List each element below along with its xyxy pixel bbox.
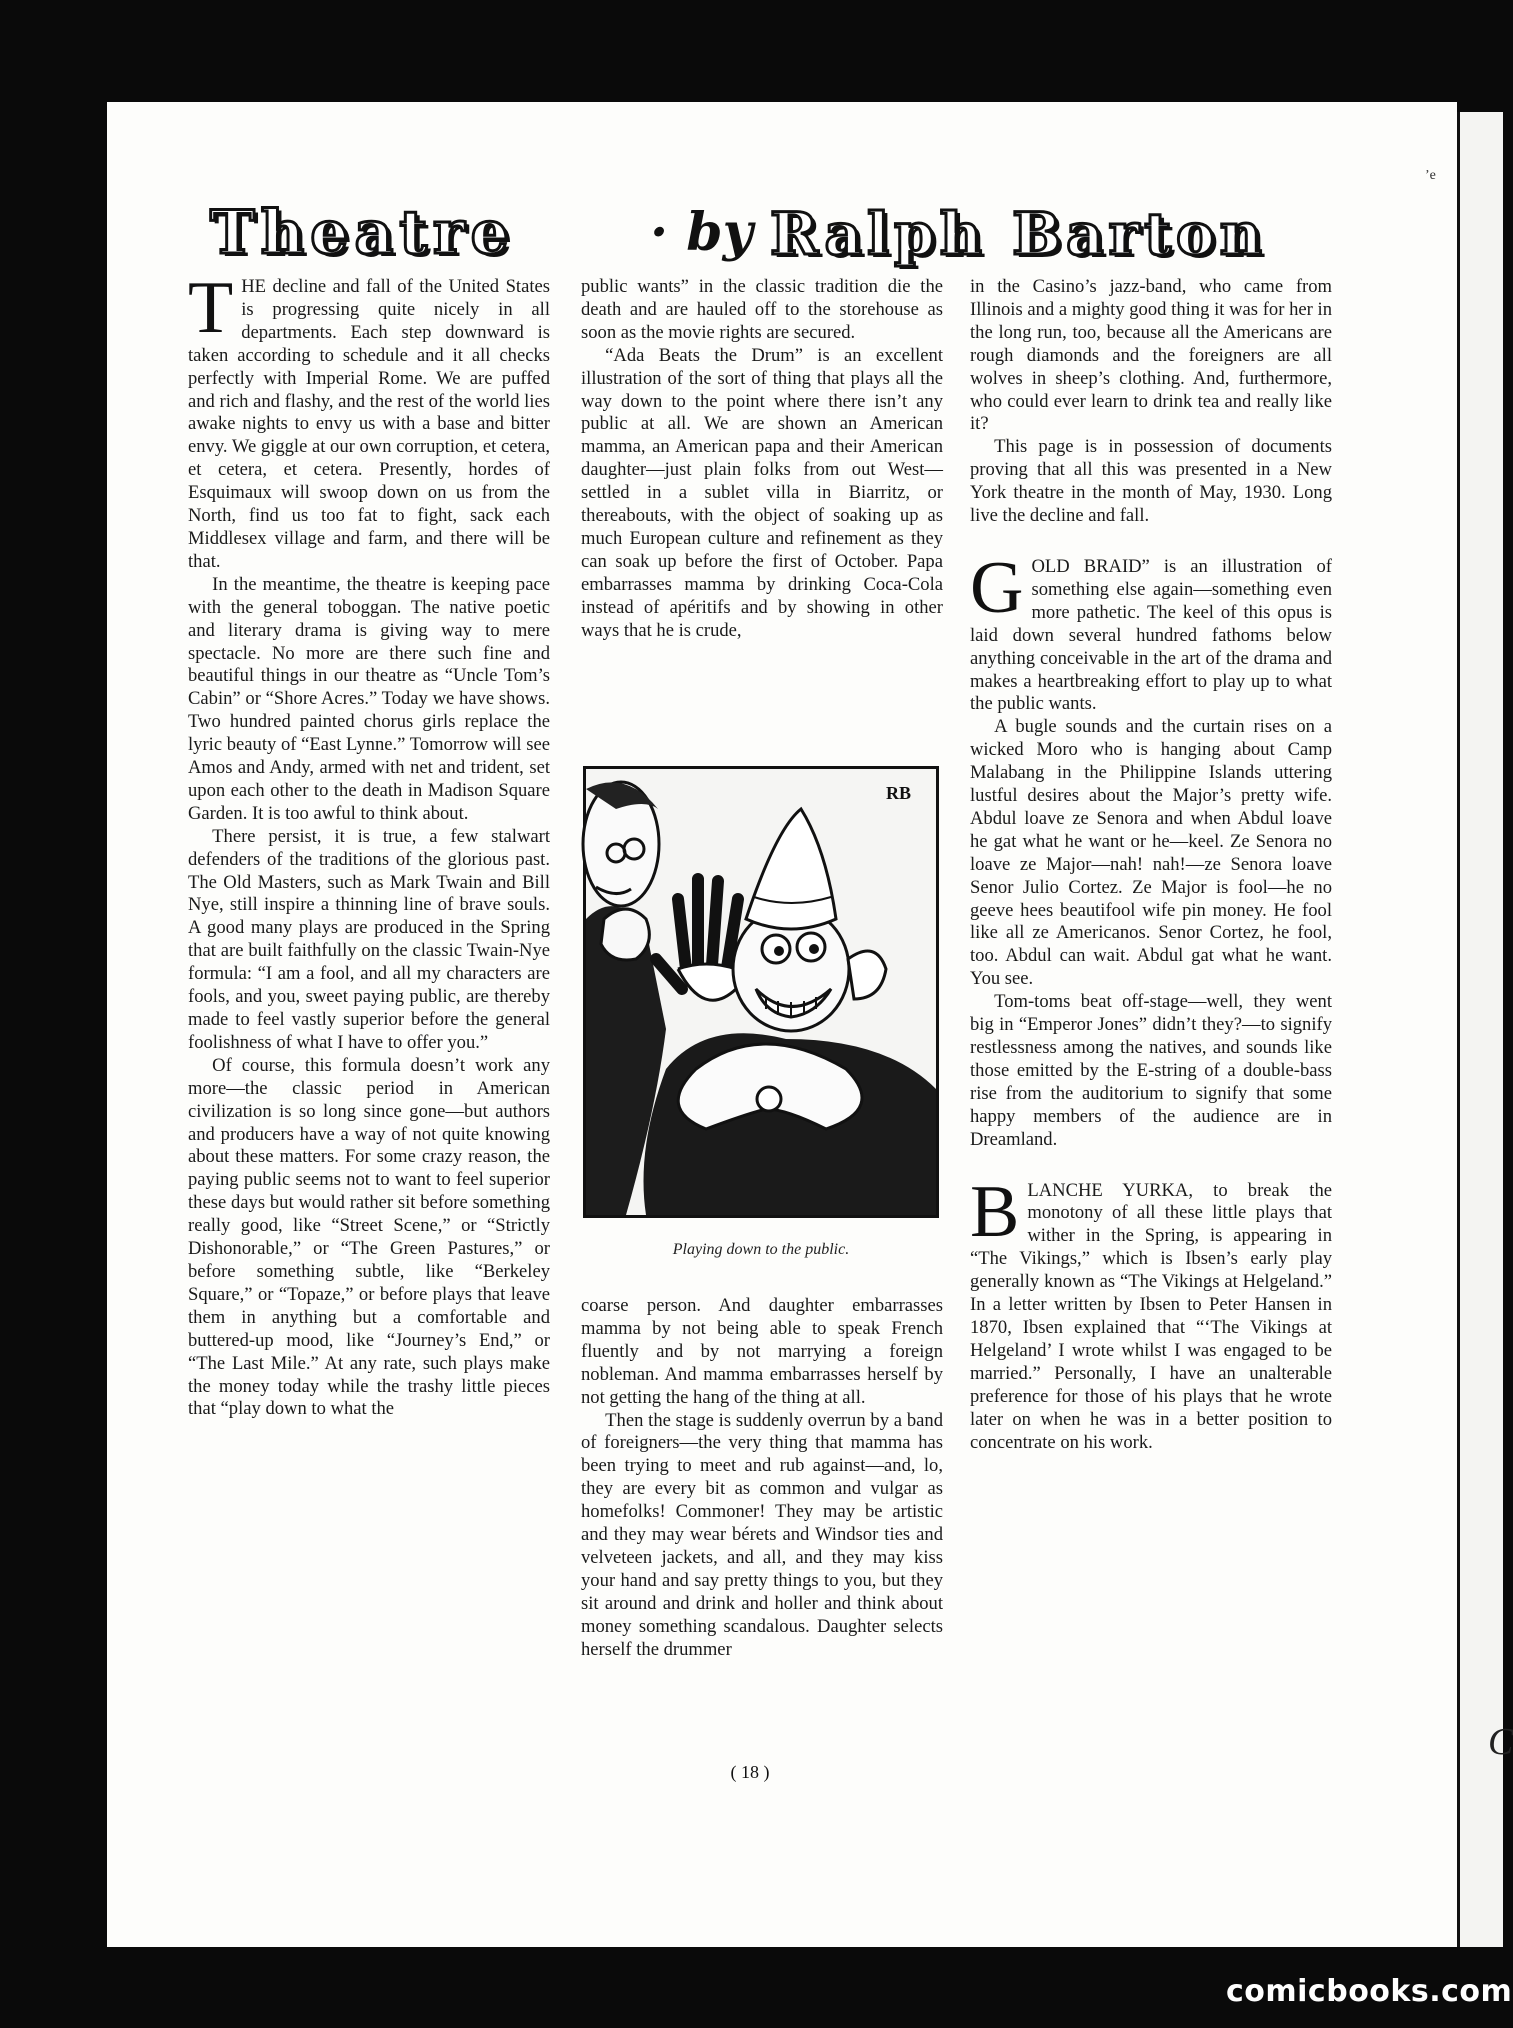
paragraph-text: OLD BRAID” is an illustration of something else again—something even more pathetic. The keel of this opus is laid down several hundred fathoms below anything conceivable in the art of the drama and makes a heartbreaking effort to play up to what the public wants. xyxy=(970,555,1332,715)
drop-cap: G xyxy=(970,546,1024,629)
paragraph xyxy=(970,1170,1332,1455)
byline-by: · by xyxy=(650,202,753,263)
paragraph-text: HE decline and fall of the United States is progressing quite nicely in all departments. Each step downward is taken according to schedule and it all checks perfectly with Imperial Rome. We are puffed and rich and flashy, and the rest of the world lies awake nights to envy us with a base and bitter envy. We giggle at our own corruption, et cetera, et cetera, et cetera. Presently, hordes of Esquimaux will swoop down on us from the North, find us too fat to fight, sack each Middlesex village and farm, and there will be that. xyxy=(188,276,550,572)
paragraph xyxy=(581,1410,943,1662)
column-2-bottom xyxy=(581,1295,943,1662)
paragraph xyxy=(188,1055,550,1422)
paragraph-text: Tom-toms beat off-stage—well, they went big in “Emperor Jones” didn’t they?—to signify restlessness among the natives, and sounds like those emitted by the E-string of a double-bass rise from the auditorium to signify that some happy members of the audience are in Dreamland. xyxy=(970,991,1332,1150)
column-3 xyxy=(970,276,1332,1454)
paragraph-text: Of course, this formula doesn’t work any more—the classic period in American civilization is so long since gone—but authors and producers have a way of not quite knowing about these matters. For some crazy reason, the paying public seems not to want to feel superior these days but would rather sit before something really good, like “Street Scene,” or “Strictly Dishonorable,” or “The Green Pastures,” or before something subtle, like “Berkeley Square,” or “Topaze,” or before plays that leave them in anything but a comfortable and buttered-up mood, like “Journey’s End,” or “The Last Mile.” At any rate, such plays make the money today while the trashy little pieces that “play down to what the xyxy=(188,1054,550,1420)
paragraph xyxy=(970,276,1332,436)
paragraph-text: coarse person. And daughter embarrasses mamma by not being able to speak French fluently and by not marrying a foreign nobleman. And mamma embarrasses herself by not getting the hang of the thing at all. xyxy=(581,1295,943,1408)
drop-cap: T xyxy=(188,267,234,349)
paragraph xyxy=(581,345,943,643)
paragraph-text: This page is in possession of documents proving that all this was presented in a New York theatre in the month of May, 1930. Long live the decline and fall. xyxy=(970,436,1332,527)
next-page-letter: C xyxy=(1488,1721,1513,1763)
paragraph-text: A bugle sounds and the curtain rises on a wicked Moro who is hanging about Camp Malabang in the Philippine Islands uttering lustful desires about the Major’s pretty wife. Abdul loave ze Senora and when Abdul loave he gat what he want or he—keel. Ze Senora no loave ze Major—nah! nah!—ze Senora loave Senor Julio Cortez. Ze Major is fool—he no geeve hees beautifool wife pin money. He fool like all ze Americanos. Senor Cortez, he fool, too. Abdul can wait. Abdul gat what he want. You see. xyxy=(970,716,1332,990)
column-1 xyxy=(188,267,550,1421)
paragraph xyxy=(970,436,1332,528)
paragraph xyxy=(581,1295,943,1410)
illustration-caption: Playing down to the public. xyxy=(672,1241,850,1258)
next-page-edge xyxy=(1457,112,1503,1947)
article-heading xyxy=(210,198,1325,268)
paragraph xyxy=(970,716,1332,991)
paragraph-text: public wants” in the classic tradition die the death and are hauled off to the storehouse as soon as the movie rights are secured. xyxy=(581,276,943,343)
paragraph xyxy=(188,826,550,1055)
paragraph-text: LANCHE YURKA, to break the monotony of all these little plays that wither in the Spring, is appearing in “The Vikings,” which is Ibsen’s early play generally known as “The Vikings at Helgeland.” In a letter written by Ibsen to Peter Hansen in 1870, Ibsen explained that “‘The Vikings at Helgeland’ I wrote whilst I was engaged to be married.” Personally, I have an unalterable preference for those of his plays that he wrote later on when he was in a better position to concentrate on his work. xyxy=(970,1179,1332,1453)
cartoon-drawing xyxy=(586,769,936,1215)
paragraph-text: There persist, it is true, a few stalwart defenders of the traditions of the glorious past. The Old Masters, such as Mark Twain and Bill Nye, still inspire a thinning line of brave souls. A good many plays are produced in the Spring that are built faithfully on the classic Twain-Nye formula: “I am a fool, and all my characters are fools, and you, sweet paying public, are thereby made to feel vastly superior before the general foolishness of what I have to offer you.” xyxy=(188,825,550,1053)
paragraph xyxy=(188,574,550,826)
artist-signature: RB xyxy=(886,783,912,803)
paragraph xyxy=(581,276,943,345)
paragraph xyxy=(970,546,1332,716)
watermark: comicbooks.com xyxy=(1226,1974,1513,2009)
paragraph xyxy=(970,991,1332,1151)
drop-cap: B xyxy=(970,1170,1020,1253)
byline-author: Ralph Barton xyxy=(770,200,1267,268)
paragraph-text: Then the stage is suddenly overrun by a band of foreigners—the very thing that mamma has been trying to meet and rub against—and, lo, they are every bit as common and vulgar as homefolks! Commoner! They may be artistic and they may wear bérets and Windsor ties and velveteen jackets, and all, and they may kiss your hand and say pretty things to you, but they sit around and drink and holler and think about money something scandalous. Daughter selects herself the drummer xyxy=(581,1409,943,1660)
paragraph xyxy=(188,267,550,574)
page-number: ( 18 ) xyxy=(730,1762,770,1782)
article-title: Theatre xyxy=(210,198,515,268)
paragraph-text: in the Casino’s jazz-band, who came from Illinois and a mighty good thing it was for her in the long run, too, because all the Americans are rough diamonds and the foreigners are all wolves in sheep’s clothing. And, furthermore, who could ever learn to drink tea and really like it? xyxy=(970,276,1332,435)
paragraph-text: “Ada Beats the Drum” is an excellent illustration of the sort of thing that plays all the way down to the point where there isn’t any public at all. We are shown an American mamma, an American papa and their American daughter—just plain folks from out West—settled in a sublet villa in Biarritz, or thereabouts, with the object of soaking up as much European culture and refinement as they can soak up before the first of October. Papa embarrasses mamma by drinking Coca-Cola instead of apéritifs and by showing in other ways that he is crude, xyxy=(581,344,943,641)
paragraph-text: In the meantime, the theatre is keeping pace with the general toboggan. The native poetic and literary drama is giving way to mere spectacle. No more are there such fine and beautiful things in our theatre as “Uncle Tom’s Cabin” or “Shore Acres.” Today we have shows. Two hundred painted chorus girls replace the lyric beauty of “East Lynne.” Tomorrow will see Amos and Andy, armed with net and trident, set upon each other to the death in Madison Square Garden. It is too awful to think about. xyxy=(188,573,550,824)
cartoon-illustration xyxy=(583,766,939,1218)
column-2-top xyxy=(581,276,943,643)
print-speck: ’e xyxy=(1425,168,1436,183)
